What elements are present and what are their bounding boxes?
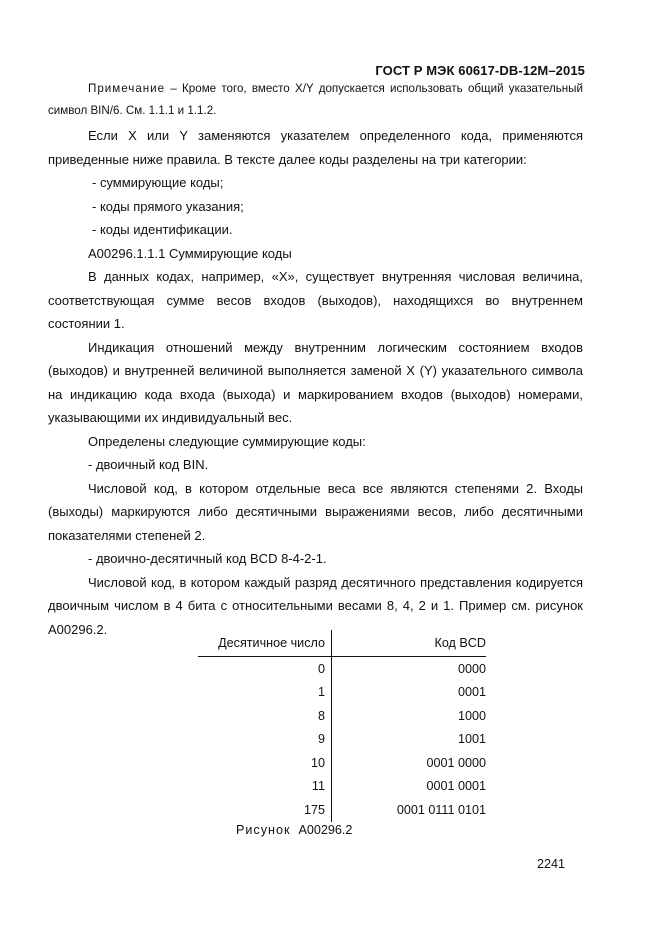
bcd-cell: 0001 0001 bbox=[426, 779, 486, 794]
bcd-cell: 0001 bbox=[457, 685, 486, 700]
paragraph-5: - двоичный код BIN. bbox=[88, 457, 209, 472]
table-header-row bbox=[198, 630, 486, 657]
bcd-table bbox=[198, 630, 486, 822]
column-header-bcd: Код BCD bbox=[332, 630, 487, 657]
paragraph-1: Если X или Y заменяются указателем определенного кода, применяются приведенные ниже правила. В тексте далее коды разделены на три категории: bbox=[48, 128, 583, 167]
table-row bbox=[198, 704, 486, 728]
decimal-cell: 11 bbox=[198, 775, 332, 799]
decimal-cell: 10 bbox=[198, 751, 332, 775]
section-heading: A00296.1.1.1 Суммирующие коды bbox=[88, 245, 292, 261]
decimal-cell: 9 bbox=[198, 728, 332, 752]
decimal-cell: 175 bbox=[198, 798, 332, 822]
list-item: - коды идентификации. bbox=[92, 222, 233, 237]
bcd-cell: 1000 bbox=[457, 708, 486, 723]
list-item: - суммирующие коды; bbox=[92, 175, 224, 190]
paragraph-6: Числовой код, в котором отдельные веса все являются степенями 2. Входы (выходы) маркируются либо десятичными выражениями весов, либо десятичными показателями степеней 2. bbox=[48, 480, 583, 543]
bcd-cell: 0001 0111 0101 bbox=[396, 802, 486, 817]
table-row bbox=[198, 681, 486, 705]
table-row bbox=[198, 657, 486, 681]
bcd-cell: 0001 0000 bbox=[426, 755, 486, 770]
list-item: - коды прямого указания; bbox=[92, 198, 244, 214]
table-row bbox=[198, 728, 486, 752]
paragraph-3: Индикация отношений между внутренним логическим состоянием входов (выходов) и внутренней величиной выполняется заменой X (Y) указательного символа на индикацию кода входа (выхода) и маркированием входов (выходов) номерами, указывающими их индивидуальный вес. bbox=[48, 339, 583, 425]
bcd-cell: 1001 bbox=[457, 732, 486, 747]
column-header-decimal: Десятичное число bbox=[198, 630, 332, 657]
paragraph-2: В данных кодах, например, «X», существует внутренняя числовая величина, соответствующая сумме весов входов (выходов), находящихся во внутреннем состоянии 1. bbox=[48, 269, 583, 331]
note bbox=[48, 78, 583, 122]
decimal-cell: 0 bbox=[198, 657, 332, 681]
document-header: ГОСТ Р МЭК 60617-DB-12M–2015 bbox=[375, 63, 585, 78]
figure-id: A00296.2 bbox=[298, 823, 353, 837]
document-body bbox=[48, 78, 583, 641]
note-label: Примечание bbox=[88, 82, 166, 95]
paragraph-4: Определены следующие суммирующие коды: bbox=[88, 433, 366, 449]
decimal-cell: 8 bbox=[198, 704, 332, 728]
bcd-cell: 0000 bbox=[457, 661, 486, 676]
decimal-cell: 1 bbox=[198, 681, 332, 705]
table-row bbox=[198, 798, 486, 822]
figure-label: Рисунок bbox=[236, 823, 291, 837]
figure-caption bbox=[236, 823, 352, 837]
page-number: 2241 bbox=[537, 857, 566, 871]
paragraph-8: Числовой код, в котором каждый разряд десятичного представления кодируется двоичным числом в 4 бита с относительными весами 8, 4, 2 и 1. Пример см. рисунок A00296.2. bbox=[48, 574, 583, 637]
note-text: – Кроме того, вместо X/Y допускается использовать общий указательный символ BIN/6. См. 1.1.1 и 1.1.2. bbox=[48, 82, 583, 117]
table-row bbox=[198, 775, 486, 799]
table-row bbox=[198, 751, 486, 775]
paragraph-7: - двоично-десятичный код BCD 8-4-2-1. bbox=[88, 551, 327, 566]
